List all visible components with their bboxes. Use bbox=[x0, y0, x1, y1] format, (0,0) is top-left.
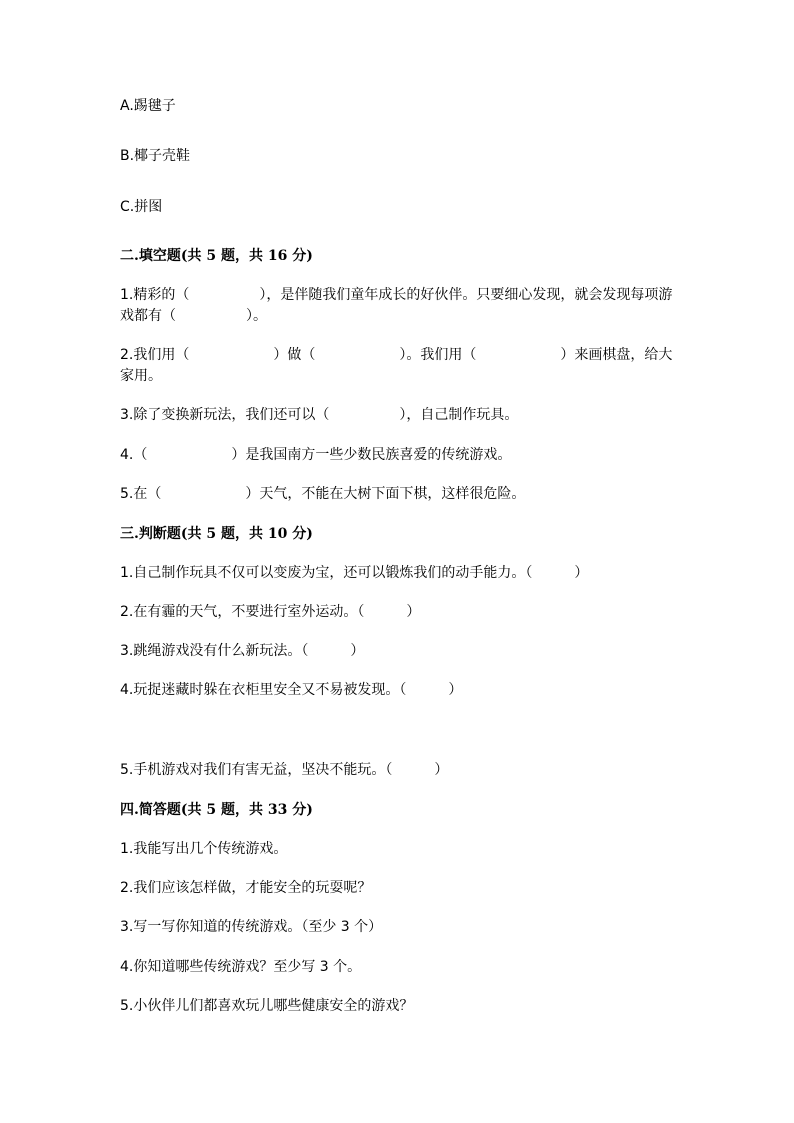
section2-title: 二.填空题(共 5 题，共 16 分) bbox=[120, 248, 313, 264]
option-c: C.拼图 bbox=[120, 199, 163, 215]
section4-item-5: 5.小伙伴儿们都喜欢玩儿哪些健康安全的游戏？ bbox=[120, 998, 414, 1014]
section4-item-3: 3.写一写你知道的传统游戏。（至少 3 个） bbox=[120, 919, 383, 935]
section4-title: 四.简答题(共 5 题，共 33 分) bbox=[120, 802, 313, 818]
section2-item-3: 3.除了变换新玩法，我们还可以（ ），自己制作玩具。 bbox=[120, 407, 519, 423]
section4-item-4: 4.你知道哪些传统游戏？至少写 3 个。 bbox=[120, 959, 362, 975]
option-b: B.椰子壳鞋 bbox=[120, 148, 191, 164]
section2-item-5: 5.在（ ）天气，不能在大树下面下棋，这样很危险。 bbox=[120, 486, 526, 502]
option-a: A.踢毽子 bbox=[120, 98, 176, 114]
section4-item-1: 1.我能写出几个传统游戏。 bbox=[120, 841, 288, 857]
section3-item-4: 4.玩捉迷藏时躲在衣柜里安全又不易被发现。（ ） bbox=[120, 682, 463, 698]
section3-title: 三.判断题(共 5 题，共 10 分) bbox=[120, 526, 313, 542]
section4-item-2: 2.我们应该怎样做，才能安全的玩耍呢？ bbox=[120, 880, 372, 896]
section2-item-4: 4.（ ）是我国南方一些少数民族喜爱的传统游戏。 bbox=[120, 447, 512, 463]
section2-item-1: 1.精彩的（ ），是伴随我们童年成长的好伙伴。只要细心发现，就会发现每项游戏都有（ ）。 bbox=[120, 287, 673, 324]
section3-item-3: 3.跳绳游戏没有什么新玩法。（ ） bbox=[120, 643, 365, 659]
section2-item-2: 2.我们用（ ）做（ ）。我们用（ ）来画棋盘，给大家用。 bbox=[120, 347, 673, 384]
section3-item-2: 2.在有霾的天气，不要进行室外运动。（ ） bbox=[120, 604, 421, 620]
section3-item-1: 1.自己制作玩具不仅可以变废为宝，还可以锻炼我们的动手能力。（ ） bbox=[120, 565, 589, 581]
section3-item-5: 5.手机游戏对我们有害无益，坚决不能玩。（ ） bbox=[120, 762, 449, 778]
